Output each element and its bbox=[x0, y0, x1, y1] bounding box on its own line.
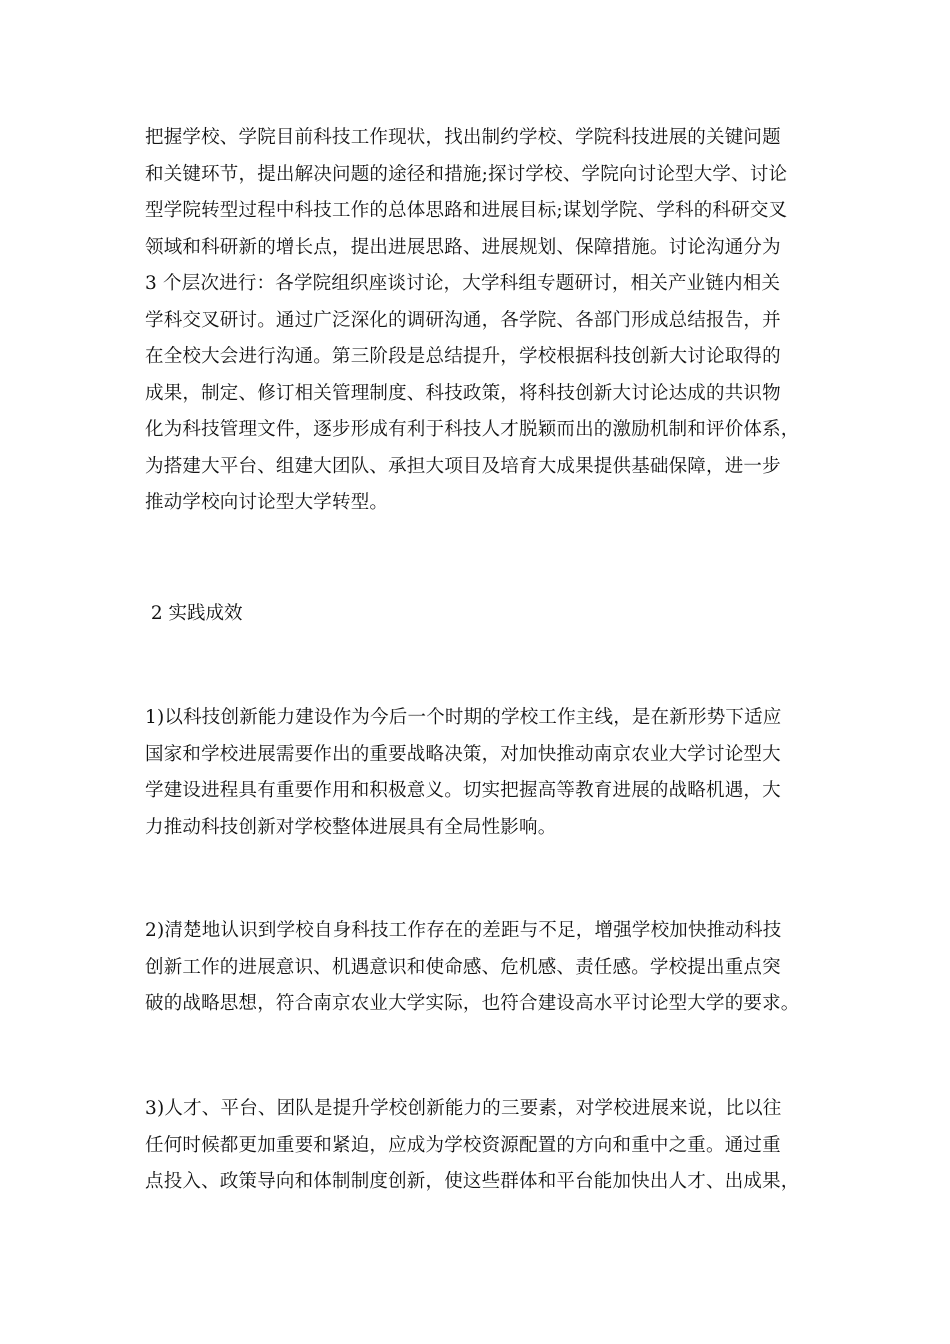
paragraph-intro bbox=[145, 120, 810, 522]
text-line: 学科交叉研讨。通过广泛深化的调研沟通，各学院、各部门形成总结报告，并 bbox=[145, 309, 781, 331]
text-line: 力推动科技创新对学校整体进展具有全局性影响。 bbox=[145, 816, 557, 838]
text-line: 3 个层次进行：各学院组织座谈讨论，大学科组专题研讨，相关产业链内相关 bbox=[145, 273, 781, 294]
text-line: 国家和学校进展需要作出的重要战略决策，对加快推动南京农业大学讨论型大 bbox=[145, 743, 781, 765]
paragraph-practice-1 bbox=[145, 700, 810, 846]
text-line: 破的战略思想，符合南京农业大学实际，也符合建设高水平讨论型大学的要求。 bbox=[145, 993, 800, 1014]
text-line: 成果，制定、修订相关管理制度、科技政策，将科技创新大讨论达成的共识物 bbox=[145, 382, 781, 404]
section-heading: 2 实践成效 bbox=[145, 603, 243, 624]
paragraph-practice-3 bbox=[145, 1091, 810, 1201]
paragraph-practice-2 bbox=[145, 913, 810, 1023]
text-line: 和关键环节，提出解决问题的途径和措施;探讨学校、学院向讨论型大学、讨论 bbox=[145, 163, 788, 185]
text-line: 1)以科技创新能力建设作为今后一个时期的学校工作主线，是在新形势下适应 bbox=[145, 707, 782, 728]
text-line: 在全校大会进行沟通。第三阶段是总结提升，学校根据科技创新大讨论取得的 bbox=[145, 346, 781, 367]
text-line: 任何时候都更加重要和紧迫，应成为学校资源配置的方向和重中之重。通过重 bbox=[145, 1134, 781, 1156]
text-line: 3)人才、平台、团队是提升学校创新能力的三要素，对学校进展来说，比以往 bbox=[145, 1098, 782, 1119]
text-line: 创新工作的进展意识、机遇意识和使命感、危机感、责任感。学校提出重点突 bbox=[145, 956, 781, 978]
text-line: 领域和科研新的增长点，提出进展思路、进展规划、保障措施。讨论沟通分为 bbox=[145, 236, 781, 258]
text-line: 点投入、政策导向和体制制度创新，使这些群体和平台能加快出人才、出成果， bbox=[145, 1171, 800, 1192]
text-line: 为搭建大平台、组建大团队、承担大项目及培育大成果提供基础保障，进一步 bbox=[145, 455, 781, 477]
text-line: 2)清楚地认识到学校自身科技工作存在的差距与不足，增强学校加快推动科技 bbox=[145, 920, 782, 941]
text-line: 学建设进程具有重要作用和积极意义。切实把握高等教育进展的战略机遇，大 bbox=[145, 780, 781, 801]
text-line: 化为科技管理文件，逐步形成有利于科技人才脱颖而出的激励机制和评价体系， bbox=[145, 419, 800, 440]
text-line: 把握学校、学院目前科技工作现状，找出制约学校、学院科技进展的关键问题 bbox=[145, 127, 781, 148]
text-line: 型学院转型过程中科技工作的总体思路和进展目标;谋划学院、学科的科研交叉 bbox=[145, 200, 788, 221]
text-line: 推动学校向讨论型大学转型。 bbox=[145, 492, 389, 513]
